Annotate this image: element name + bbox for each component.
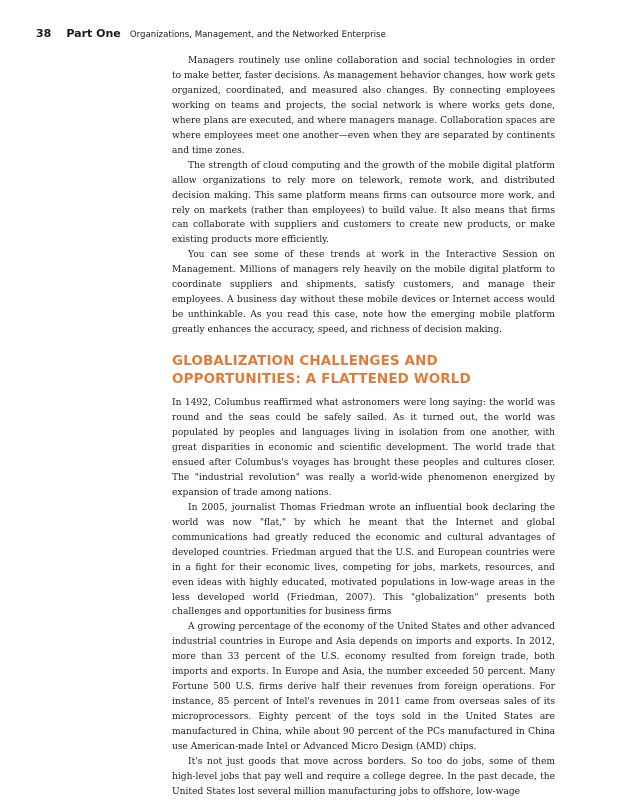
part-label: Part One [66, 27, 121, 40]
paragraph-collaboration: Managers routinely use online collaboration and social technologies in order to make better, faster decisions. As management behavior changes, how work gets organized, coordinated, and measured also changes. By connecting employees working on teams and projects, the social network is where works gets done, where plans are executed, and where managers manage. Collaboration spaces are where employees meet one another—even when they are separated by continents and time zones. [172, 56, 555, 156]
part-title: Organizations, Management, and the Networked Enterprise [129, 30, 386, 40]
paragraph-columbus: In 1492, Columbus reaffirmed what astronomers were long saying: the world was round and the seas could be safely sailed. As it turned out, the world was populated by peoples and languages living in isolation from one another, with great disparities in economic and scientific development. The world trade that ensued after Columbus's voyages has brought these peoples and cultures closer. The "industrial revolution" was really a world-wide phenomenon energized by expansion of trade among nations. [172, 398, 555, 498]
page-number: 38 [36, 27, 52, 40]
paragraph-cloud-computing: The strength of cloud computing and the growth of the mobile digital platform allow organizations to rely more on telework, remote work, and distributed decision making. This same platform means firms can outsource more work, and rely on markets (rather than employees) to build value. It also means that firms can collaborate with suppliers and customers to create new products, or make existing products more efficiently. [172, 160, 555, 246]
body-text [172, 54, 555, 800]
paragraph-friedman: In 2005, journalist Thomas Friedman wrote an influential book declaring the world was now "flat," by which he meant that the Internet and global communications had greatly reduced the economic and cultural advantages of developed countries. Friedman argued that the U.S. and European countries were in a fight for their economic lives, competing for jobs, markets, resources, and even ideas with highly educated, motivated populations in low-wage areas in the less developed world (Friedman, 2007). This "globalization" presents both challenges and opportunities for business firms [172, 502, 555, 618]
page-header [36, 22, 596, 38]
section-heading: GLOBALIZATION CHALLENGES AND OPPORTUNITIES: A FLATTENED WORLD [172, 353, 471, 388]
paragraph-jobs: It's not just goods that move across borders. So too do jobs, some of them high-level jobs that pay well and require a college degree. In the past decade, the United States lost several million manufacturing jobs to offshore, low-wage [172, 756, 555, 797]
paragraph-trade-economy: A growing percentage of the economy of the United States and other advanced industrial countries in Europe and Asia depends on imports and exports. In 2012, more than 33 percent of the U.S. economy resulted from foreign trade, both imports and exports. In Europe and Asia, the number exceeded 50 percent. Many Fortune 500 U.S. firms derive half their revenues from foreign operations. For instance, 85 percent of Intel's revenues in 2011 came from overseas sales of its microprocessors. Eighty percent of the toys sold in the United States are manufactured in China, while about 90 percent of the PCs manufactured in China use American-made Intel or Advanced Micro Design (AMD) chips. [172, 622, 555, 753]
paragraph-interactive-session: You can see some of these trends at work in the Interactive Session on Management. Millions of managers rely heavily on the mobile digital platform to coordinate suppliers and shipments, satisfy customers, and manage their employees. A business day without these mobile devices or Internet access would be unthinkable. As you read this case, note how the emerging mobile platform greatly enhances the accuracy, speed, and richness of decision making. [172, 250, 555, 336]
